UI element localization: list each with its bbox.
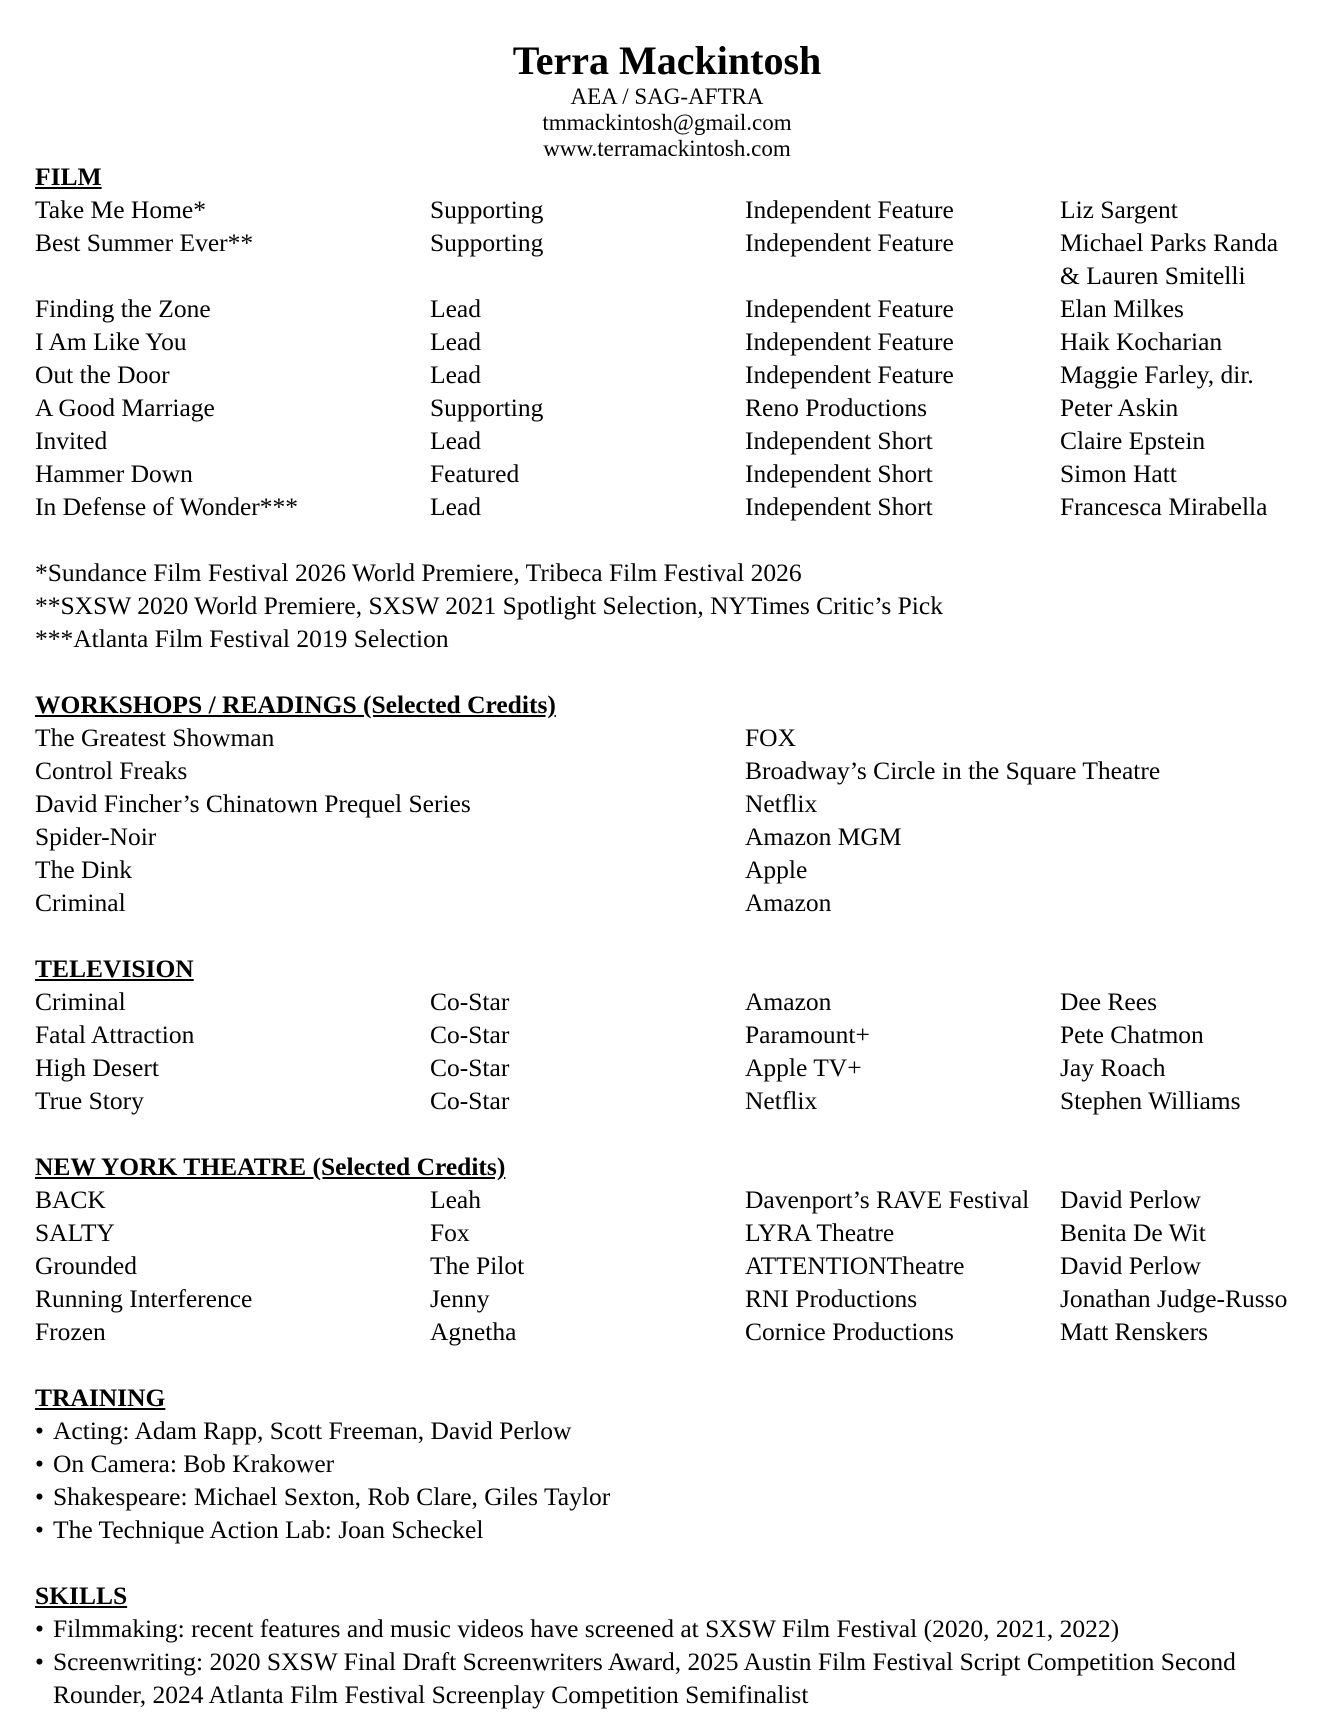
theatre-role: Agnetha — [430, 1317, 517, 1346]
workshops-list — [35, 721, 1315, 919]
tv-role: Co-Star — [430, 1053, 510, 1082]
film-director: Peter Askin — [1060, 393, 1179, 422]
film-role: Lead — [430, 327, 481, 356]
spacer — [35, 523, 1315, 556]
tv-credit-row — [35, 1018, 1315, 1051]
film-role: Featured — [430, 459, 520, 488]
skills-item — [35, 1612, 1315, 1645]
workshop-row — [35, 754, 1315, 787]
workshop-company: Netflix — [745, 789, 818, 818]
bullet-icon: • — [35, 1482, 44, 1511]
training-item-text: Shakespeare: Michael Sexton, Rob Clare, Giles Taylor — [53, 1482, 611, 1511]
film-role: Lead — [430, 360, 481, 389]
film-credit-row — [35, 325, 1315, 358]
workshop-title: The Dink — [35, 855, 133, 884]
workshop-title: David Fincher’s Chinatown Prequel Series — [35, 789, 471, 818]
bullet-icon: • — [35, 1614, 44, 1643]
film-credit-row — [35, 292, 1315, 325]
bullet-icon: • — [35, 1647, 44, 1676]
workshop-row — [35, 853, 1315, 886]
workshop-row — [35, 886, 1315, 919]
training-section-title: TRAINING — [35, 1383, 166, 1412]
film-role: Lead — [430, 426, 481, 455]
training-item-text: Acting: Adam Rapp, Scott Freeman, David Perlow — [53, 1416, 572, 1445]
workshop-title: The Greatest Showman — [35, 723, 275, 752]
film-production: Independent Feature — [745, 360, 954, 389]
film-title: In Defense of Wonder*** — [35, 492, 299, 521]
film-title: Invited — [35, 426, 108, 455]
film-footnote: *Sundance Film Festival 2026 World Premiere, Tribeca Film Festival 2026 — [35, 558, 802, 587]
film-title: Best Summer Ever** — [35, 228, 254, 257]
tv-network: Amazon — [745, 987, 832, 1016]
film-role: Lead — [430, 294, 481, 323]
theatre-director: Jonathan Judge-Russo — [1060, 1284, 1288, 1313]
skills-list — [35, 1612, 1315, 1711]
workshop-company: Amazon MGM — [745, 822, 902, 851]
film-production: Independent Short — [745, 492, 933, 521]
film-director: Elan Milkes — [1060, 294, 1184, 323]
film-title: Finding the Zone — [35, 294, 211, 323]
theatre-role: Leah — [430, 1185, 481, 1214]
film-production: Independent Feature — [745, 195, 954, 224]
skills-item — [35, 1645, 1315, 1711]
actor-name: Terra Mackintosh — [512, 38, 822, 83]
theatre-credits-list — [35, 1183, 1315, 1348]
tv-title: Criminal — [35, 987, 126, 1016]
workshops-section-title: WORKSHOPS / READINGS (Selected Credits) — [35, 690, 556, 719]
film-director: Simon Hatt — [1060, 459, 1177, 488]
theatre-title: SALTY — [35, 1218, 115, 1247]
film-section-title: FILM — [35, 162, 102, 191]
tv-title: True Story — [35, 1086, 144, 1115]
film-footnotes — [35, 556, 1315, 655]
workshop-row — [35, 787, 1315, 820]
film-title: I Am Like You — [35, 327, 187, 356]
tv-network: Netflix — [745, 1086, 818, 1115]
resume-body — [35, 160, 1315, 1711]
tv-director: Jay Roach — [1060, 1053, 1166, 1082]
tv-director: Stephen Williams — [1060, 1086, 1241, 1115]
film-footnote: **SXSW 2020 World Premiere, SXSW 2021 Spotlight Selection, NYTimes Critic’s Pick — [35, 591, 943, 620]
theatre-company: Davenport’s RAVE Festival — [745, 1185, 1030, 1214]
theatre-company: LYRA Theatre — [745, 1218, 895, 1247]
workshop-title: Spider-Noir — [35, 822, 157, 851]
training-item — [35, 1447, 1315, 1480]
training-item-text: On Camera: Bob Krakower — [53, 1449, 335, 1478]
workshop-company: FOX — [745, 723, 797, 752]
film-role: Supporting — [430, 195, 544, 224]
theatre-credit-row — [35, 1282, 1315, 1315]
tv-title: Fatal Attraction — [35, 1020, 195, 1049]
theatre-role: Fox — [430, 1218, 470, 1247]
theatre-credit-row — [35, 1216, 1315, 1249]
film-director: Haik Kocharian — [1060, 327, 1223, 356]
tv-title: High Desert — [35, 1053, 159, 1082]
film-director: Liz Sargent — [1060, 195, 1178, 224]
tv-credit-row — [35, 1084, 1315, 1117]
training-item-text: The Technique Action Lab: Joan Scheckel — [53, 1515, 484, 1544]
film-production: Independent Short — [745, 426, 933, 455]
film-title: A Good Marriage — [35, 393, 215, 422]
tv-network: Paramount+ — [745, 1020, 870, 1049]
film-director: Maggie Farley, dir. — [1060, 360, 1254, 389]
film-role: Supporting — [430, 393, 544, 422]
tv-role: Co-Star — [430, 987, 510, 1016]
film-title: Take Me Home* — [35, 195, 206, 224]
training-item — [35, 1414, 1315, 1447]
film-director-continued: & Lauren Smitelli — [1060, 261, 1246, 290]
spacer — [35, 1117, 1315, 1150]
theatre-credit-row — [35, 1183, 1315, 1216]
film-title: Out the Door — [35, 360, 170, 389]
theatre-title: Frozen — [35, 1317, 106, 1346]
film-role: Lead — [430, 492, 481, 521]
theatre-director: Benita De Wit — [1060, 1218, 1206, 1247]
theatre-title: Running Interference — [35, 1284, 253, 1313]
spacer — [35, 1348, 1315, 1381]
workshop-row — [35, 721, 1315, 754]
theatre-title: Grounded — [35, 1251, 137, 1280]
workshop-company: Apple — [745, 855, 808, 884]
film-role: Supporting — [430, 228, 544, 257]
film-credit-row — [35, 193, 1315, 226]
film-production: Independent Short — [745, 459, 933, 488]
website-url[interactable]: www.terramackintosh.com — [543, 136, 791, 161]
bullet-icon: • — [35, 1449, 44, 1478]
theatre-company: Cornice Productions — [745, 1317, 954, 1346]
theatre-role: Jenny — [430, 1284, 490, 1313]
bullet-icon: • — [35, 1515, 44, 1544]
theatre-credit-row — [35, 1315, 1315, 1348]
resume-header — [0, 38, 1334, 162]
union-affiliations: AEA / SAG-AFTRA — [570, 84, 764, 109]
spacer — [35, 655, 1315, 688]
spacer — [35, 919, 1315, 952]
theatre-company: RNI Productions — [745, 1284, 918, 1313]
skills-item-text: Screenwriting: 2020 SXSW Final Draft Screenwriters Award, 2025 Austin Film Festival Script Competition Second Rounder, 2024 Atlanta Film Festival Screenplay Competition Semifinalist — [53, 1647, 1236, 1709]
theatre-section-title: NEW YORK THEATRE (Selected Credits) — [35, 1152, 506, 1181]
film-credit-row — [35, 358, 1315, 391]
theatre-role: The Pilot — [430, 1251, 525, 1280]
tv-director: Dee Rees — [1060, 987, 1157, 1016]
theatre-director: Matt Renskers — [1060, 1317, 1209, 1346]
tv-credit-row — [35, 1051, 1315, 1084]
film-production: Independent Feature — [745, 294, 954, 323]
spacer — [35, 1546, 1315, 1579]
film-credit-row — [35, 424, 1315, 457]
film-credit-row — [35, 457, 1315, 490]
skills-section-title: SKILLS — [35, 1581, 128, 1610]
film-production: Reno Productions — [745, 393, 928, 422]
training-item — [35, 1480, 1315, 1513]
film-production: Independent Feature — [745, 228, 954, 257]
workshop-row — [35, 820, 1315, 853]
tv-director: Pete Chatmon — [1060, 1020, 1204, 1049]
film-director: Michael Parks Randa — [1060, 228, 1279, 257]
theatre-company: ATTENTIONTheatre — [745, 1251, 965, 1280]
television-section-title: TELEVISION — [35, 954, 194, 983]
film-title: Hammer Down — [35, 459, 193, 488]
tv-network: Apple TV+ — [745, 1053, 862, 1082]
training-list — [35, 1414, 1315, 1546]
film-credits-list — [35, 193, 1315, 523]
skills-item-text: Filmmaking: recent features and music videos have screened at SXSW Film Festival (2020, 2021, 2022) — [53, 1614, 1120, 1643]
tv-role: Co-Star — [430, 1020, 510, 1049]
workshop-title: Criminal — [35, 888, 126, 917]
film-credit-row — [35, 391, 1315, 424]
tv-role: Co-Star — [430, 1086, 510, 1115]
bullet-icon: • — [35, 1416, 44, 1445]
tv-credit-row — [35, 985, 1315, 1018]
film-credit-row — [35, 490, 1315, 523]
workshop-company: Amazon — [745, 888, 832, 917]
film-production: Independent Feature — [745, 327, 954, 356]
theatre-director: David Perlow — [1060, 1185, 1201, 1214]
workshop-company: Broadway’s Circle in the Square Theatre — [745, 756, 1161, 785]
email-address[interactable]: tmmackintosh@gmail.com — [542, 110, 792, 135]
film-footnote: ***Atlanta Film Festival 2019 Selection — [35, 624, 449, 653]
film-director-block — [1060, 226, 1300, 292]
film-director: Claire Epstein — [1060, 426, 1206, 455]
theatre-title: BACK — [35, 1185, 106, 1214]
television-credits-list — [35, 985, 1315, 1117]
theatre-credit-row — [35, 1249, 1315, 1282]
film-director: Francesca Mirabella — [1060, 492, 1268, 521]
training-item — [35, 1513, 1315, 1546]
film-credit-row — [35, 226, 1315, 292]
theatre-director: David Perlow — [1060, 1251, 1201, 1280]
workshop-title: Control Freaks — [35, 756, 188, 785]
